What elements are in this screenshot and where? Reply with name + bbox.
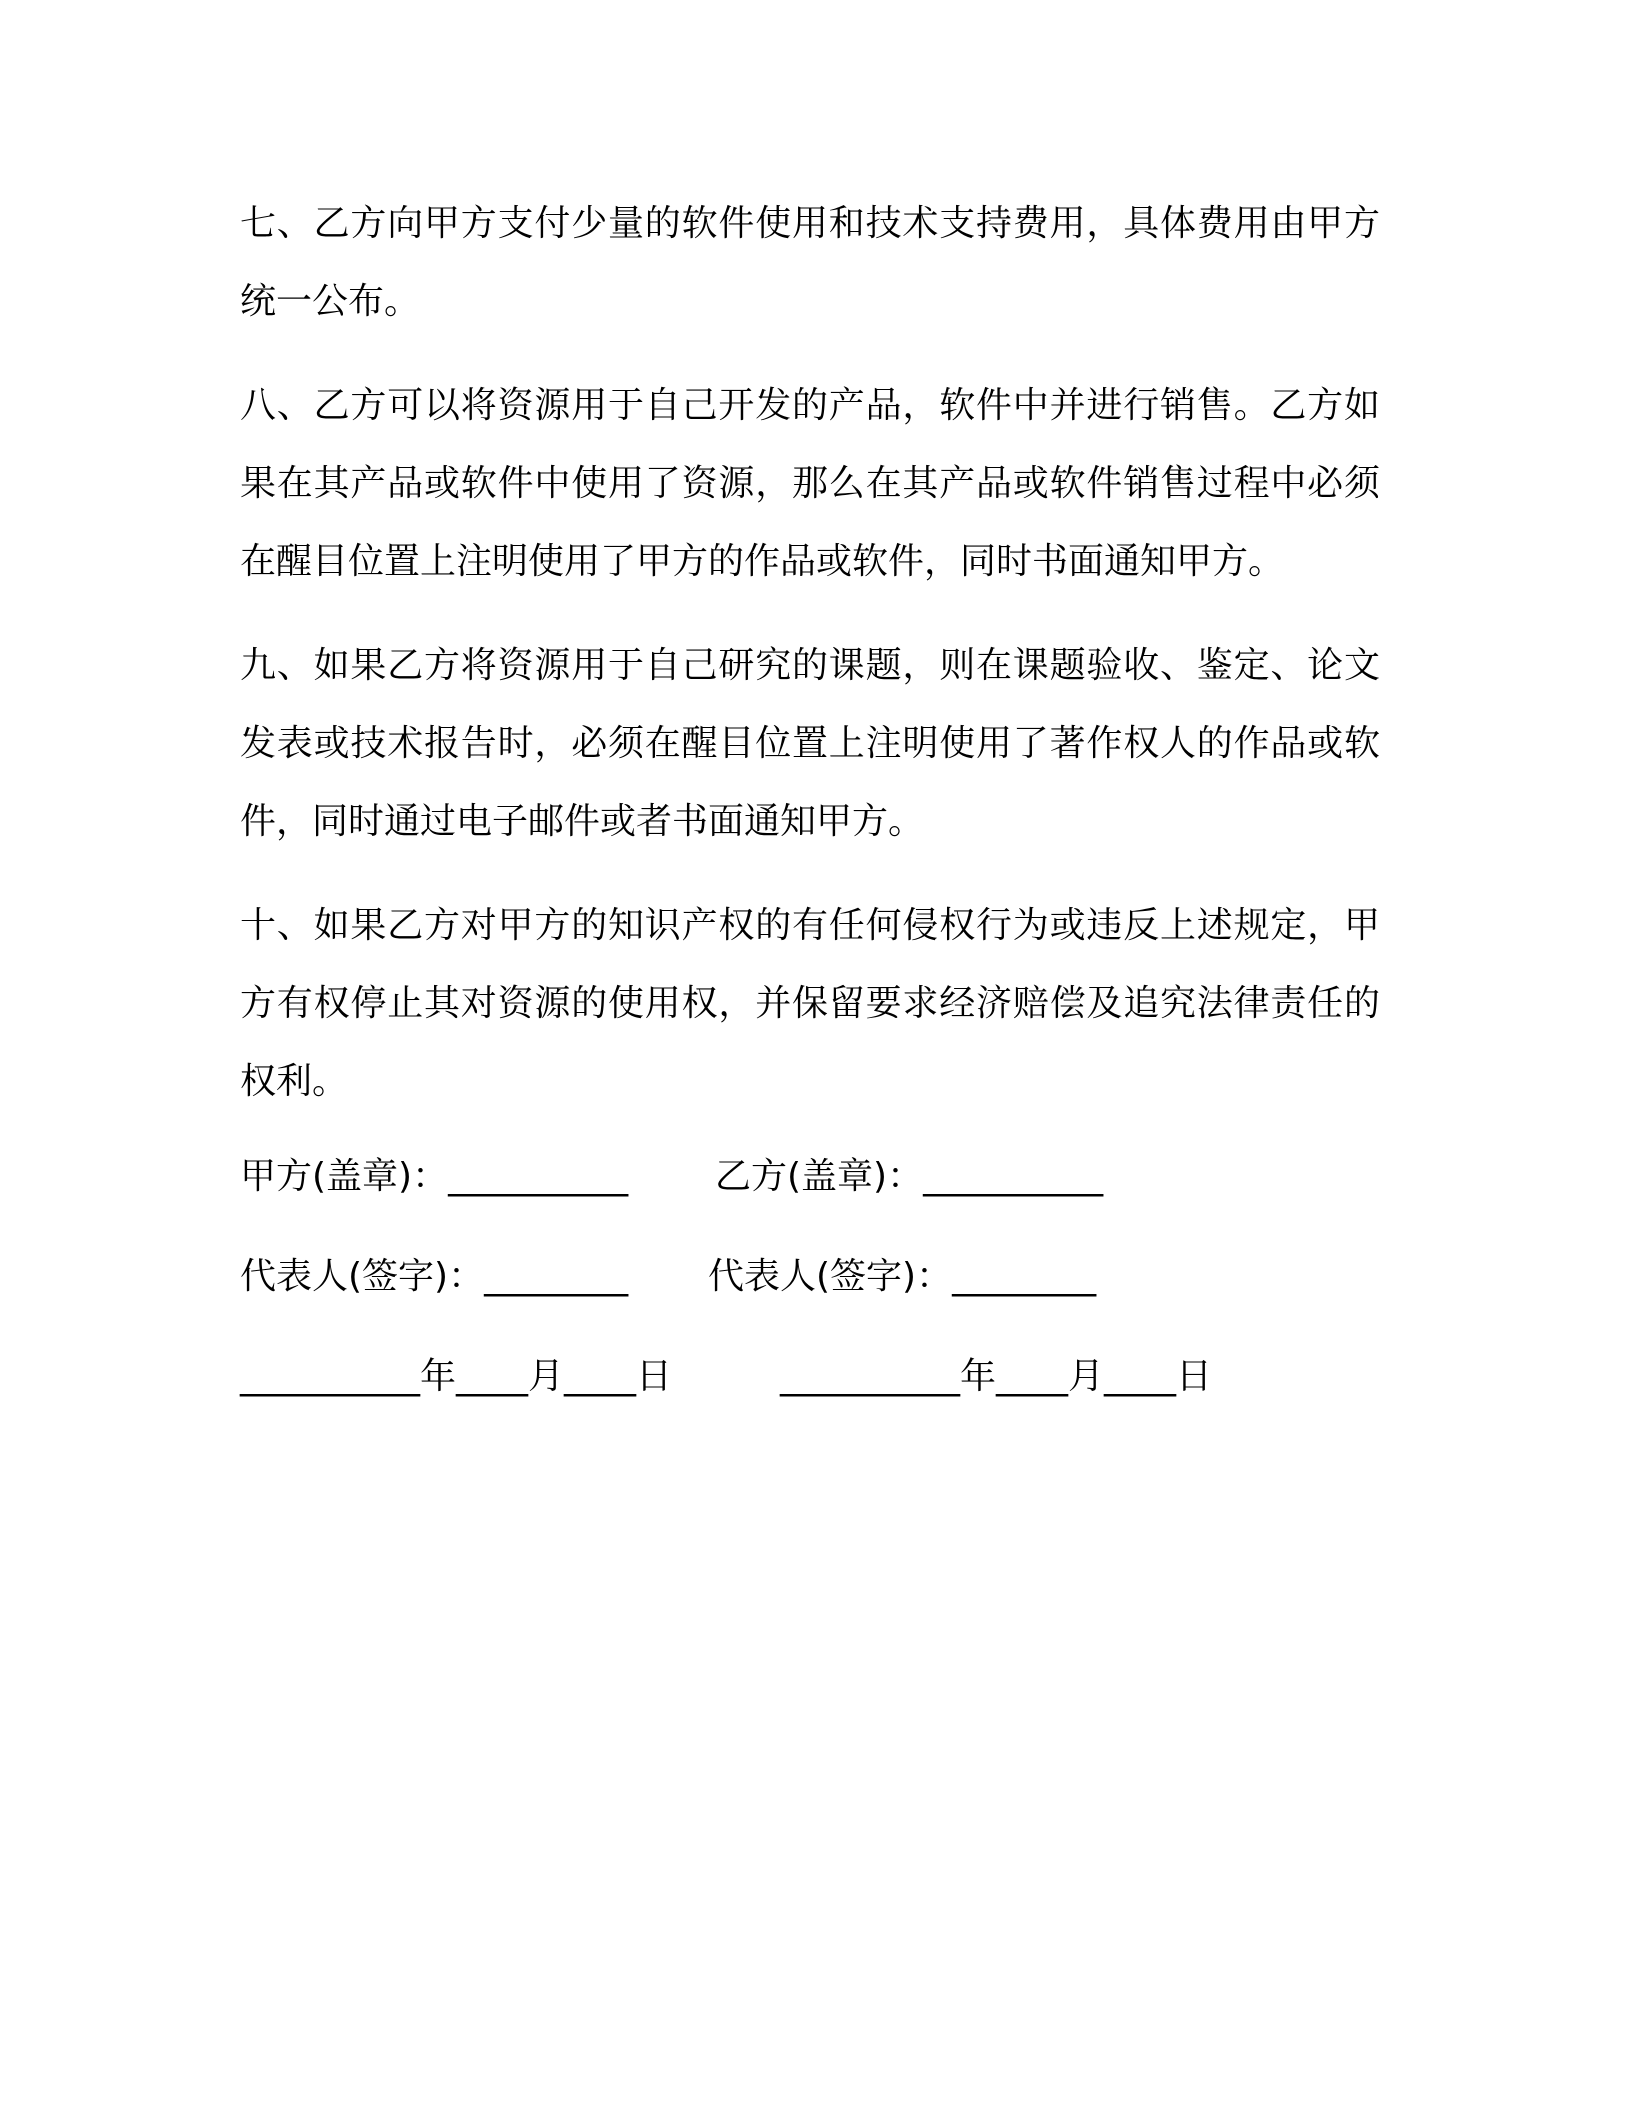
party-a-date-field: __________年____月____日 — [240, 1356, 672, 1397]
party-a-representative-field: 代表人(签字)：________ — [240, 1256, 629, 1297]
signature-block — [240, 1147, 1380, 1447]
clause-9: 九、如果乙方将资源用于自己研究的课题，则在课题验收、鉴定、论文发表或技术报告时，必须在醒目位置上注明使用了著作权人的作品或软件，同时通过电子邮件或者书面通知甲方。 — [240, 645, 1380, 842]
document-body — [240, 185, 1380, 1447]
clause-7: 七、乙方向甲方支付少量的软件使用和技术支持费用，具体费用由甲方统一公布。 — [240, 203, 1380, 322]
date-row — [240, 1347, 1380, 1447]
party-a-seal-field: 甲方(盖章)：__________ — [240, 1156, 629, 1197]
representative-row — [240, 1247, 1380, 1347]
clause-10: 十、如果乙方对甲方的知识产权的有任何侵权行为或违反上述规定，甲方有权停止其对资源的使用权，并保留要求经济赔偿及追究法律责任的权利。 — [240, 905, 1380, 1102]
party-b-date-field: __________年____月____日 — [780, 1356, 1212, 1397]
seal-row — [240, 1147, 1380, 1247]
party-b-representative-field: 代表人(签字)：________ — [708, 1256, 1097, 1297]
party-b-seal-field: 乙方(盖章)：__________ — [715, 1156, 1104, 1197]
clause-8: 八、乙方可以将资源用于自己开发的产品，软件中并进行销售。乙方如果在其产品或软件中使用了资源，那么在其产品或软件销售过程中必须在醒目位置上注明使用了甲方的作品或软件，同时书面通知甲方。 — [240, 385, 1380, 582]
